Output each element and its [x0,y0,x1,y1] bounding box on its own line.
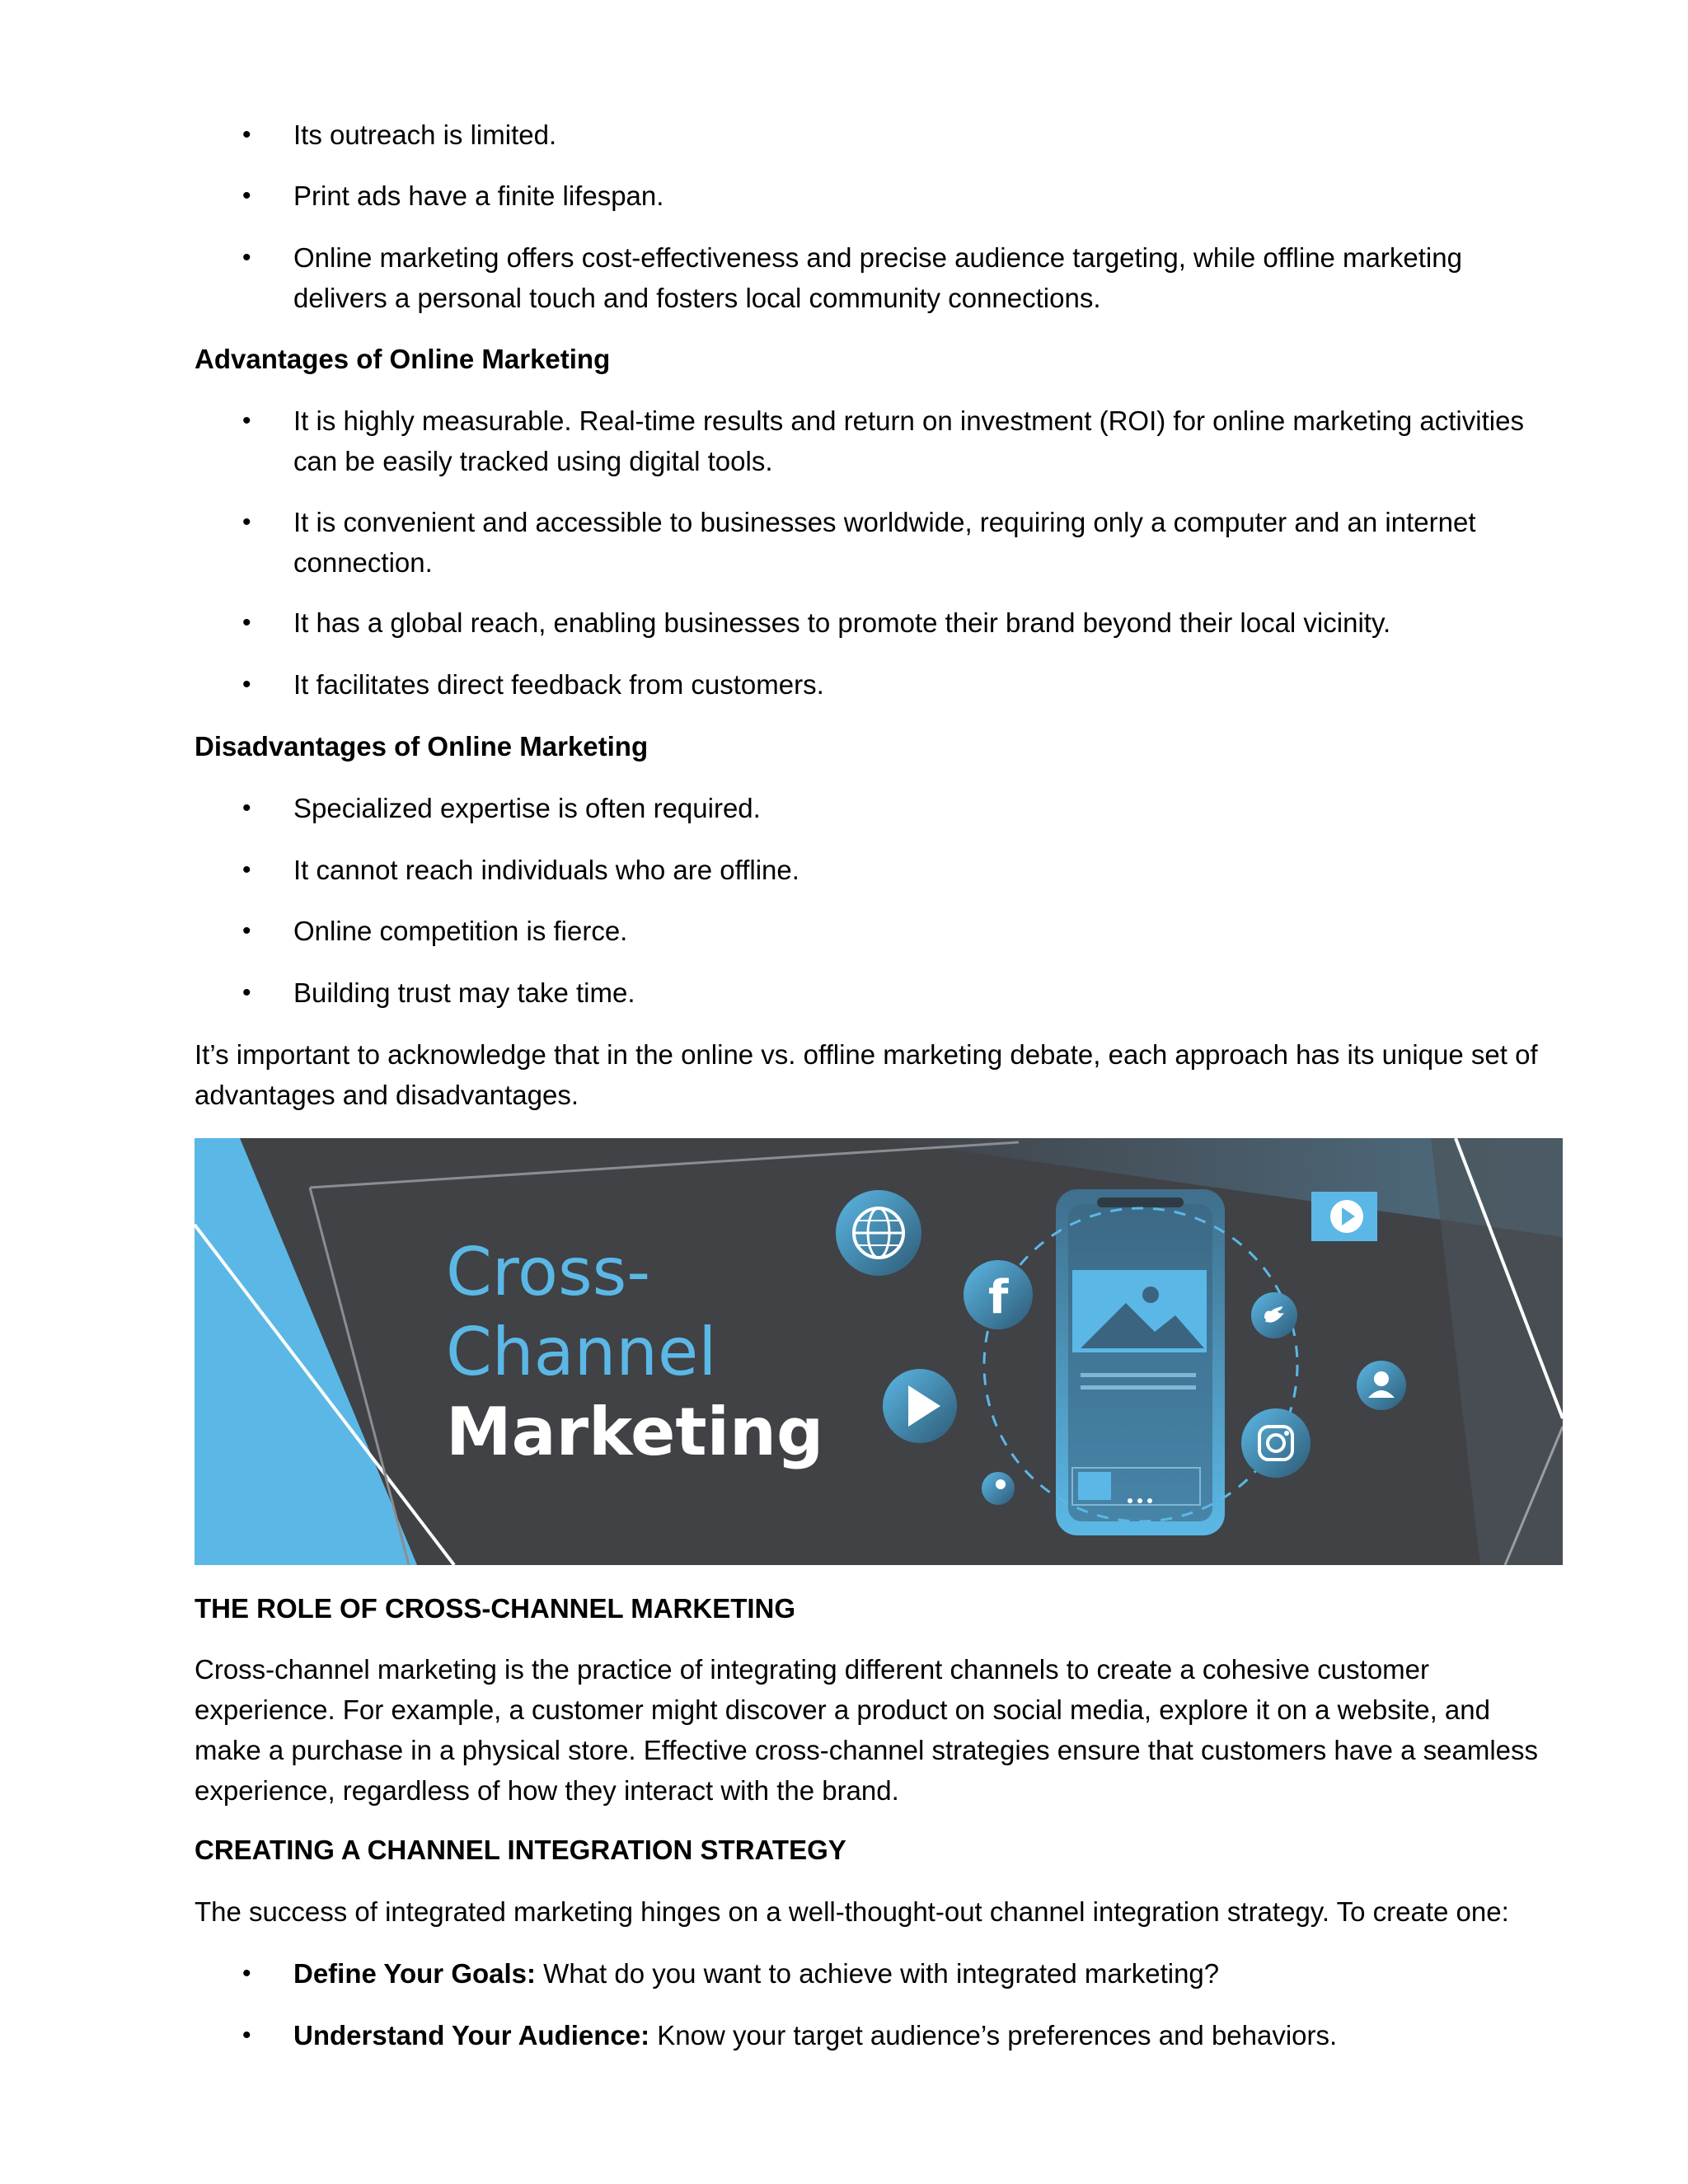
bullet-icon: • [242,121,251,148]
facebook-icon [964,1260,1033,1329]
bullet-icon: • [242,1960,251,1987]
list-item: • It cannot reach individuals who are offline. [293,850,1563,890]
smartphone-icon [1056,1189,1225,1535]
play-icon [883,1369,957,1443]
list-item: • It is convenient and accessible to businesses worldwide, requiring only a computer and an internet connection. [293,502,1563,583]
bullet-icon: • [242,609,251,636]
section-heading-strategy: CREATING A CHANNEL INTEGRATION STRATEGY [195,1835,846,1865]
list-item: • Specialized expertise is often required. [293,788,1563,828]
list-item: • Its outreach is limited. [293,115,1563,155]
list-item: • It facilitates direct feedback from customers. [293,664,1563,705]
banner-title-line2: Channel [446,1314,717,1390]
twitter-icon [1251,1292,1297,1338]
banner-title-line1: Cross- [446,1234,651,1310]
strategy-intro: The success of integrated marketing hinges on a well-thought-out channel integration strategy. To create one: [195,1896,1509,1927]
banner-title-line3: Marketing [446,1394,824,1470]
list-item: • Online competition is fierce. [293,911,1563,951]
instagram-icon [1241,1408,1311,1478]
list-item: • Define Your Goals: What do you want to achieve with integrated marketing? [293,1953,1563,1994]
list-item: • Online marketing offers cost-effectiveness and precise audience targeting, while offline marketing delivers a personal touch and fosters local community connections. [293,237,1563,318]
section-heading-role: THE ROLE OF CROSS-CHANNEL MARKETING [195,1593,796,1624]
bullet-icon: • [242,509,251,536]
role-paragraph: Cross-channel marketing is the practice of integrating different channels to create a cohesive customer experience. For example, a customer might discover a product on social media, explore it on a website, and make a purchase in a physical store. Effective cross-channel strategies ensure that customers have a seamless experience, regardless of how they interact with the brand. [195,1654,1539,1806]
bullet-icon: • [242,917,251,944]
bullet-icon: • [242,856,251,883]
bullet-icon: • [242,2022,251,2049]
section-heading-disadvantages: Disadvantages of Online Marketing [195,731,649,762]
summary-paragraph: It’s important to acknowledge that in the online vs. offline marketing debate, each approach has its unique set of advantages and disadvantages. [195,1039,1538,1110]
bullet-icon: • [242,979,251,1006]
list-item: • Understand Your Audience: Know your target audience’s preferences and behaviors. [293,2015,1563,2055]
svg-text:f: f [988,1271,1009,1324]
video-icon [1311,1192,1377,1241]
bullet-icon: • [242,794,251,822]
globe-icon [836,1190,921,1276]
bullet-icon: • [242,182,251,209]
list-item: • Print ads have a finite lifespan. [293,176,1563,216]
section-heading-advantages: Advantages of Online Marketing [195,344,611,374]
bullet-icon: • [242,671,251,698]
user-icon [982,1472,1015,1505]
list-item: • It is highly measurable. Real-time results and return on investment (ROI) for online marketing activities can be easily tracked using digital tools. [293,401,1563,481]
bullet-icon: • [242,407,251,434]
cross-channel-banner [195,1138,1563,1565]
list-item: • Building trust may take time. [293,972,1563,1013]
list-item: • It has a global reach, enabling businesses to promote their brand beyond their local vicinity. [293,602,1563,643]
user-icon [1357,1361,1406,1410]
bullet-icon: • [242,244,251,271]
